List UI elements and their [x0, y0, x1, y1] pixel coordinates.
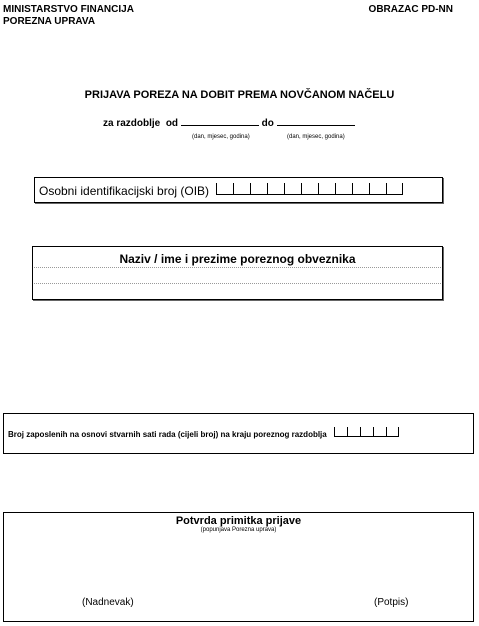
taxpayer-section	[32, 246, 443, 300]
employees-digit-boxes[interactable]	[334, 427, 399, 439]
oib-section	[34, 177, 443, 203]
digit-cell[interactable]	[335, 183, 352, 195]
taxpayer-line-1[interactable]	[34, 283, 441, 284]
digit-cell[interactable]	[369, 183, 386, 195]
taxpayer-label: Naziv / ime i prezime poreznog obveznika	[119, 252, 356, 266]
period-to-label: do	[261, 118, 274, 129]
digit-cell[interactable]	[250, 183, 267, 195]
digit-cell[interactable]	[216, 183, 233, 195]
receipt-section	[3, 512, 474, 622]
digit-cell[interactable]	[347, 427, 360, 437]
period-from-hint: (dan, mjesec, godina)	[192, 134, 250, 140]
digit-cell[interactable]	[334, 427, 347, 437]
digit-cell[interactable]	[352, 183, 369, 195]
oib-digit-boxes[interactable]	[216, 183, 403, 198]
period-label: za razdoblje	[103, 118, 161, 129]
employees-label: Broj zaposlenih na osnovi stvarnih sati rada (cijeli broj) na kraju poreznog razdoblja	[8, 430, 327, 439]
digit-cell[interactable]	[318, 183, 335, 195]
receipt-subtitle: (popunjava Porezna uprava)	[200, 527, 277, 533]
receipt-signature-label: (Potpis)	[374, 597, 409, 608]
digit-cell[interactable]	[267, 183, 284, 195]
oib-label: Osobni identifikacijski broj (OIB)	[39, 184, 210, 198]
department-name: POREZNA UPRAVA	[3, 16, 96, 27]
period-from-field[interactable]	[181, 125, 259, 126]
period-from-label: od	[165, 118, 179, 129]
employees-section	[3, 413, 474, 454]
digit-cell[interactable]	[360, 427, 373, 437]
ministry-name: MINISTARSTVO FINANCIJA	[3, 4, 134, 15]
digit-cell[interactable]	[233, 183, 250, 195]
taxpayer-divider	[34, 267, 441, 268]
digit-cell[interactable]	[373, 427, 386, 437]
period-line	[103, 118, 355, 129]
digit-cell[interactable]	[386, 183, 403, 195]
form-title: PRIJAVA POREZA NA DOBIT PREMA NOVČANOM NAČELU	[84, 89, 395, 101]
digit-cell[interactable]	[284, 183, 301, 195]
period-to-field[interactable]	[277, 125, 355, 126]
period-to-hint: (dan, mjesec, godina)	[287, 134, 345, 140]
form-code: OBRAZAC PD-NN	[368, 4, 453, 15]
receipt-date-label: (Nadnevak)	[82, 597, 134, 608]
receipt-title: Potvrda primitka prijave	[175, 515, 302, 527]
digit-cell[interactable]	[386, 427, 399, 437]
digit-cell[interactable]	[301, 183, 318, 195]
